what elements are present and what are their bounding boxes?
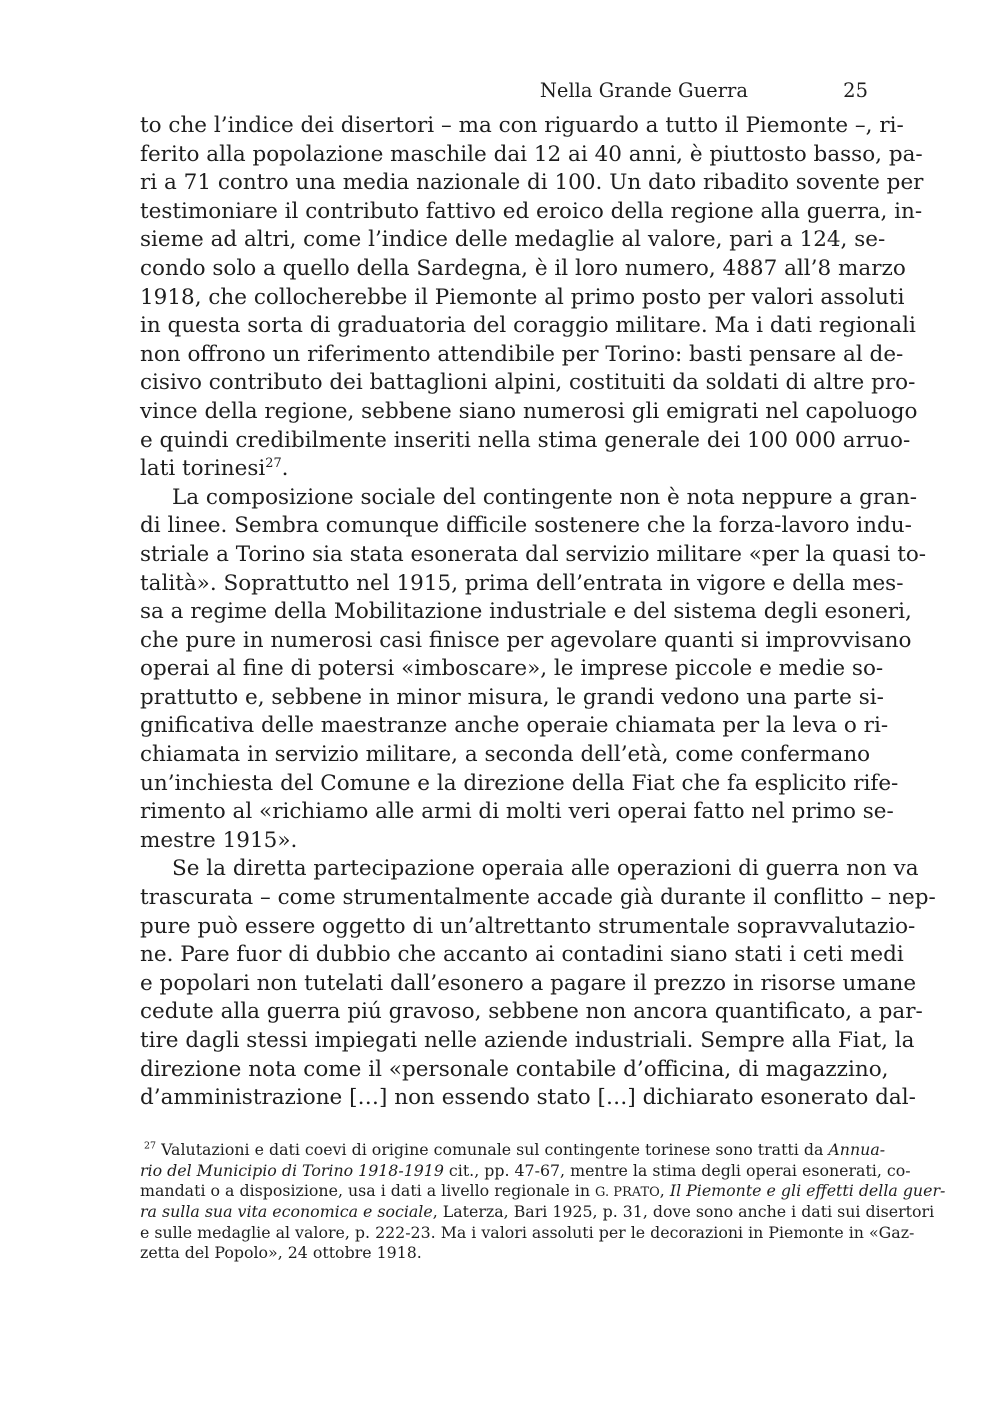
text-line: e popolari non tutelati dall’esonero a pagare il prezzo in risorse umane — [140, 970, 917, 996]
text-line: ne. Pare fuor di dubbio che accanto ai contadini siano stati i ceti medi — [140, 942, 904, 968]
text-line: cedute alla guerra piú gravoso, sebbene non ancora quantificato, a par- — [140, 999, 923, 1025]
footnote-reference: 27 — [265, 455, 282, 471]
text-line: striale a Torino sia stata esonerata dal servizio militare «per la quasi to- — [140, 541, 927, 567]
text-line: e quindi credibilmente inseriti nella stima generale dei 100 000 arruo- — [140, 427, 911, 453]
text-line: Se la diretta partecipazione operaia alle operazioni di guerra non va — [172, 856, 919, 882]
text-line: pure può essere oggetto di un’altrettanto strumentale sopravvalutazio- — [140, 913, 916, 939]
footnote-text: mandati o a disposizione, usa i dati a livello regionale in — [140, 1181, 596, 1201]
text-fragment: lati torinesi — [140, 456, 266, 482]
text-line: condo solo a quello della Sardegna, è il loro numero, 4887 all’8 marzo — [140, 255, 906, 281]
text-line: to che l’indice dei disertori – ma con riguardo a tutto il Piemonte –, ri- — [140, 113, 904, 138]
running-title: Nella Grande Guerra — [539, 79, 748, 102]
footnote-line — [140, 1140, 886, 1161]
footnote-line: e sulle medaglie al valore, p. 222-23. Ma i valori assoluti per le decorazioni in Piemonte in «Gaz- — [140, 1222, 915, 1242]
footnote-title: rio del Municipio di Torino 1918-1919 — [140, 1160, 444, 1180]
text-line: gnificativa delle maestranze anche operaie chiamata per la leva o ri- — [140, 713, 889, 739]
footnote-line — [140, 1202, 935, 1223]
text-line: 1918, che collocherebbe il Piemonte al primo posto per valori assoluti — [140, 284, 905, 310]
text-line: trascurata – come strumentalmente accade già durante il conflitto – nep- — [140, 885, 936, 911]
footnote-number: 27 — [144, 1140, 157, 1152]
footnote-text: , Laterza, Bari 1925, p. 31, dove sono anche i dati sui disertori — [432, 1202, 935, 1222]
text-line: in questa sorta di graduatoria del coraggio militare. Ma i dati regionali — [140, 313, 916, 339]
text-line: prattutto e, sebbene in minor misura, le grandi vedono una parte si- — [140, 684, 884, 710]
footnote-title: ra sulla sua vita economica e sociale — [140, 1202, 433, 1222]
footnote — [140, 1140, 946, 1264]
text-line: cisivo contributo dei battaglioni alpini, costituiti da soldati di altre pro- — [140, 370, 916, 396]
text-line: sa a regime della Mobilitazione industriale e del sistema degli esoneri, — [140, 599, 912, 625]
text-line: un’inchiesta del Comune e la direzione della Fiat che fa esplicito rife- — [140, 770, 899, 796]
footnote-text: Valutazioni e dati coevi di origine comunale sul contingente torinese sono tratti da — [161, 1140, 829, 1159]
text-line: La composizione sociale del contingente non è nota neppure a gran- — [172, 484, 918, 510]
footnote-text: , — [659, 1181, 670, 1201]
text-line: d’amministrazione […] non essendo stato […] dichiarato esonerato dal- — [140, 1085, 916, 1111]
text-fragment: . — [281, 456, 289, 482]
footnote-title: Il Piemonte e gli effetti della guer- — [669, 1181, 946, 1201]
text-line: non offrono un riferimento attendibile per Torino: basti pensare al de- — [140, 341, 904, 367]
text-line: chiamata in servizio militare, a seconda dell’età, come confermano — [140, 742, 871, 768]
text-line — [140, 455, 868, 484]
text-line: testimoniare il contributo fattivo ed eroico della regione alla guerra, in- — [140, 198, 923, 224]
footnote-text: cit., pp. 47-67, mentre la stima degli operai esonerati, co- — [443, 1160, 911, 1180]
text-line: talità». Soprattutto nel 1915, prima dell’entrata in vigore e della mes- — [140, 570, 904, 596]
text-line: mestre 1915». — [140, 827, 298, 853]
text-line: che pure in numerosi casi finisce per agevolare quanti si improvvisano — [140, 627, 912, 653]
footnote-author: G. PRATO — [595, 1185, 660, 1201]
page-number: 25 — [843, 79, 868, 102]
footnote-line: zetta del Popolo», 24 ottobre 1918. — [140, 1243, 422, 1263]
text-line: di linee. Sembra comunque difficile sostenere che la forza-lavoro indu- — [140, 513, 912, 539]
text-line: ferito alla popolazione maschile dai 12 ai 40 anni, è piuttosto basso, pa- — [140, 141, 923, 167]
running-head — [140, 79, 868, 107]
footnote-title: Annua- — [828, 1140, 886, 1159]
text-line: rimento al «richiamo alle armi di molti veri operai fatto nel primo se- — [140, 799, 894, 825]
text-line: ri a 71 contro una media nazionale di 100. Un dato ribadito sovente per — [140, 170, 924, 196]
text-line: direzione nota come il «personale contabile d’officina, di magazzino, — [140, 1056, 889, 1082]
text-line: sieme ad altri, come l’indice delle medaglie al valore, pari a 124, se- — [140, 227, 886, 253]
body-text — [140, 112, 936, 1113]
text-line: tire dagli stessi impiegati nelle aziende industriali. Sempre alla Fiat, la — [140, 1028, 915, 1053]
text-line: vince della regione, sebbene siano numerosi gli emigrati nel capoluogo — [140, 398, 918, 424]
text-line: operai al fine di potersi «imboscare», le imprese piccole e medie so- — [140, 656, 884, 682]
footnote-line — [140, 1181, 946, 1202]
footnote-line — [140, 1160, 911, 1182]
